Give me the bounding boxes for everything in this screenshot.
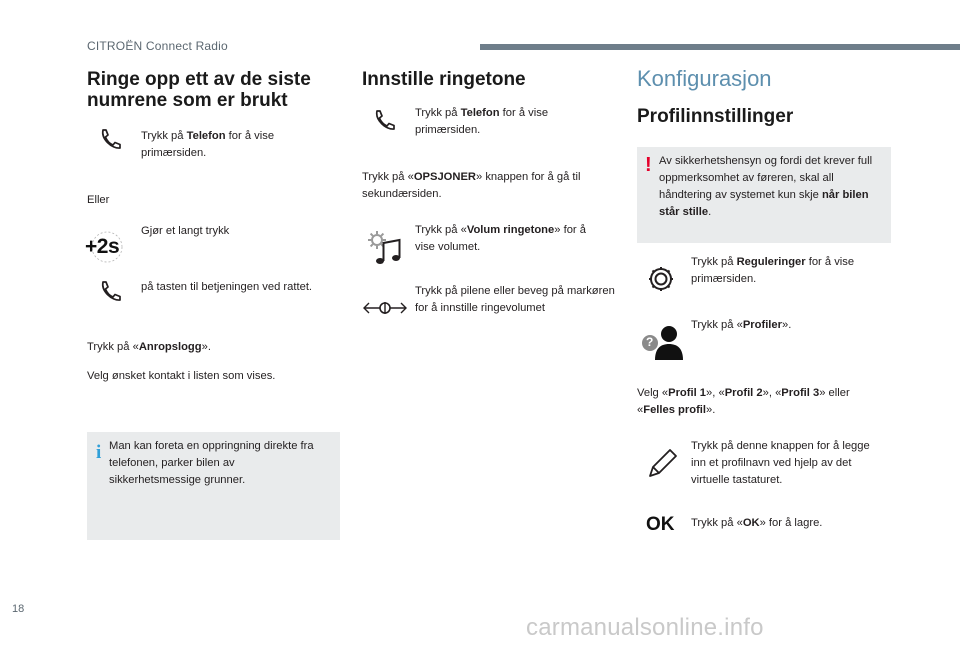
profile-question-mark: ? bbox=[646, 335, 654, 349]
profile-step-5: Trykk på «OK» for å lagre. bbox=[691, 517, 823, 529]
phone-handset-icon bbox=[371, 108, 397, 134]
ringtone-step-4: Trykk på pilene eller beveg på markøren for å innstille ringevolumet bbox=[415, 285, 615, 314]
watermark: carmanualsonline.info bbox=[526, 614, 764, 641]
recall-step-1: Trykk på Telefon for å vise primærsiden. bbox=[141, 130, 275, 159]
info-icon: i bbox=[96, 442, 102, 463]
section-heading-profile-settings: Profilinnstillinger bbox=[637, 106, 794, 127]
page-number: 18 bbox=[12, 603, 25, 615]
section-heading-recall: Ringe opp ett av de siste numrene som er brukt bbox=[87, 69, 311, 111]
recall-step-5: Velg ønsket kontakt i listen som vises. bbox=[87, 370, 276, 382]
recall-step-4: Trykk på «Anropslogg». bbox=[87, 341, 211, 353]
profile-step-4: Trykk på denne knappen for å legge inn et profilnavn ved hjelp av det virtuelle tastaturet. bbox=[691, 440, 870, 486]
or-text: Eller bbox=[87, 194, 110, 206]
badge-2s: +2s bbox=[85, 235, 120, 258]
ringtone-step-2: Trykk på «OPSJONER» knappen for å gå til sekundærsiden. bbox=[362, 171, 581, 200]
info-box bbox=[87, 432, 340, 540]
pencil-edit-icon bbox=[645, 447, 679, 481]
section-heading-ringtone: Innstille ringetone bbox=[362, 69, 526, 90]
ok-icon: OK bbox=[646, 514, 675, 535]
warning-icon: ! bbox=[645, 154, 652, 176]
header-bar bbox=[480, 44, 960, 50]
recall-step-2: Gjør et langt trykk bbox=[141, 225, 230, 237]
section-title-configuration: Konfigurasjon bbox=[637, 66, 772, 91]
settings-gear-icon bbox=[647, 265, 675, 293]
ringtone-volume-icon bbox=[366, 229, 404, 267]
running-header: CITROËN Connect Radio bbox=[87, 39, 228, 53]
phone-handset-icon bbox=[97, 279, 123, 305]
warning-text: Av sikkerhetshensyn og fordi det krever full oppmerksomhet av føreren, skal all håndtering av systemet kun skje når bilen står stille. bbox=[659, 155, 873, 218]
volume-slider-icon bbox=[362, 296, 408, 320]
recall-step-3: på tasten til betjeningen ved rattet. bbox=[141, 281, 313, 293]
info-text: Man kan foreta en oppringning direkte fra telefonen, parker bilen av sikkerhetsmessige grunner. bbox=[109, 440, 314, 486]
ringtone-step-3: Trykk på «Volum ringetone» for å vise volumet. bbox=[415, 224, 586, 253]
steering-button-2s-icon bbox=[83, 227, 129, 265]
profile-step-1: Trykk på Reguleringer for å vise primærsiden. bbox=[691, 256, 855, 285]
profile-step-2: Trykk på «Profiler». bbox=[691, 319, 792, 331]
ringtone-step-1: Trykk på Telefon for å vise primærsiden. bbox=[415, 107, 549, 136]
profile-step-3: Velg «Profil 1», «Profil 2», «Profil 3» eller «Felles profil». bbox=[637, 387, 850, 416]
warning-box bbox=[637, 147, 891, 243]
profile-icon bbox=[641, 324, 683, 360]
phone-handset-icon bbox=[97, 127, 123, 153]
